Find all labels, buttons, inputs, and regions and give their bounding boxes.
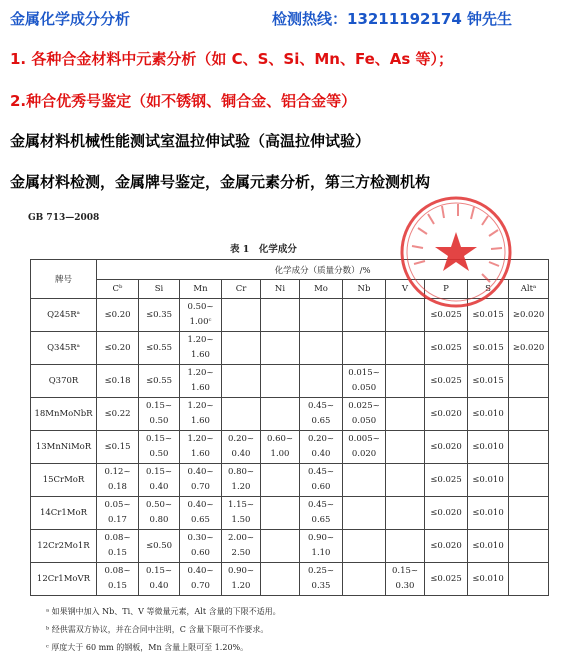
cell-value: ≤0.010 bbox=[468, 464, 509, 497]
table-cell bbox=[261, 563, 300, 596]
table-cell bbox=[139, 398, 180, 431]
cell-value: ≤0.15 bbox=[97, 431, 139, 464]
service-line-1: 1. 各种合金材料中元素分析（如 C、S、Si、Mn、Fe、As 等）； bbox=[10, 50, 454, 68]
table-cell bbox=[343, 563, 386, 596]
grade-cell: 18MnMoNbR bbox=[31, 398, 97, 431]
cell-value: 0.65 bbox=[311, 416, 331, 426]
cell-value: 0.15 bbox=[108, 548, 127, 558]
cell-value: 1.60 bbox=[191, 449, 210, 459]
table-cell bbox=[509, 431, 549, 464]
cell-value: 0.40 bbox=[149, 581, 169, 591]
table-cell bbox=[300, 398, 343, 431]
cell-value: 0.08~ bbox=[104, 533, 131, 543]
cell-value: 0.90~ bbox=[307, 533, 335, 543]
cell-value: ≤0.55 bbox=[139, 365, 180, 398]
grade-cell: 12Cr1MoVR bbox=[31, 563, 97, 596]
table-cell bbox=[180, 464, 222, 497]
table-cell bbox=[97, 497, 139, 530]
table-cell bbox=[343, 299, 386, 332]
cell-value: 0.15~ bbox=[145, 467, 173, 477]
cell-value: ≤0.010 bbox=[468, 431, 509, 464]
table-cell bbox=[509, 563, 549, 596]
cell-value: ≤0.20 bbox=[97, 299, 139, 332]
cell-value: 0.050 bbox=[351, 383, 377, 393]
cell-value: 0.45~ bbox=[307, 401, 335, 411]
cell-value: 0.40~ bbox=[187, 500, 214, 510]
composition-group-header: 化学成分（质量分数）/% bbox=[97, 260, 549, 280]
cell-value: ≤0.025 bbox=[425, 365, 468, 398]
table-cell bbox=[386, 365, 425, 398]
table-cell bbox=[509, 530, 549, 563]
cell-value: 0.17 bbox=[108, 515, 127, 525]
table-cell bbox=[180, 332, 222, 365]
table-cell bbox=[386, 563, 425, 596]
hotline-text: 检测热线：13211192174 钟先生 bbox=[272, 10, 513, 28]
table-row bbox=[31, 332, 549, 365]
table-cell bbox=[180, 563, 222, 596]
cell-value: ≤0.025 bbox=[425, 332, 468, 365]
cell-value: 0.65 bbox=[311, 515, 331, 525]
table-cell bbox=[139, 431, 180, 464]
table-cell bbox=[300, 563, 343, 596]
table-cell bbox=[261, 530, 300, 563]
cell-value: 0.15~ bbox=[391, 566, 419, 576]
cell-value: 0.15~ bbox=[145, 566, 173, 576]
cell-value: 1.20 bbox=[231, 482, 251, 492]
table-cell bbox=[300, 332, 343, 365]
column-header: Mo bbox=[300, 280, 343, 299]
table-cell bbox=[261, 398, 300, 431]
table-cell bbox=[222, 530, 261, 563]
cell-value: 0.60 bbox=[311, 482, 331, 492]
column-header: Cr bbox=[222, 280, 261, 299]
cell-value: ≤0.015 bbox=[468, 332, 509, 365]
cell-value: ≤0.18 bbox=[97, 365, 139, 398]
table-cell bbox=[300, 365, 343, 398]
table-body bbox=[31, 299, 549, 596]
table-cell bbox=[386, 464, 425, 497]
grade-cell: Q345Rᵃ bbox=[31, 332, 97, 365]
cell-value: 0.80 bbox=[149, 515, 169, 525]
service-line-2: 2.种合优秀号鉴定（如不锈钢、铜合金、铝合金等） bbox=[10, 92, 357, 110]
cell-value: 1.60 bbox=[191, 383, 210, 393]
table-cell bbox=[261, 464, 300, 497]
table-cell bbox=[222, 464, 261, 497]
grade-cell: Q370R bbox=[31, 365, 97, 398]
cell-value: ≥0.020 bbox=[509, 299, 549, 332]
cell-value: 2.50 bbox=[231, 548, 251, 558]
cell-value: 0.65 bbox=[191, 515, 210, 525]
cell-value: 0.45~ bbox=[307, 500, 335, 510]
table-cell bbox=[343, 530, 386, 563]
cell-value: 0.40 bbox=[311, 449, 331, 459]
table-cell bbox=[180, 530, 222, 563]
cell-value: 0.20~ bbox=[227, 434, 255, 444]
cell-value: ≤0.50 bbox=[139, 530, 180, 563]
footnote-a: ᵃ 如果钢中加入 Nb、Ti、V 等微量元素，Alt 含量的下限不适用。 bbox=[46, 607, 281, 616]
column-header: P bbox=[425, 280, 468, 299]
grade-cell: 14Cr1MoR bbox=[31, 497, 97, 530]
table-row bbox=[31, 530, 549, 563]
cell-value: ≤0.015 bbox=[468, 365, 509, 398]
grade-cell: 13MnNiMoR bbox=[31, 431, 97, 464]
cell-value: 0.90~ bbox=[227, 566, 255, 576]
cell-value: 1.20 bbox=[231, 581, 251, 591]
cell-value: 0.40 bbox=[231, 449, 251, 459]
table-row bbox=[31, 431, 549, 464]
cell-value: ≤0.010 bbox=[468, 497, 509, 530]
cell-value: 1.20~ bbox=[187, 335, 214, 345]
cell-value: 0.08~ bbox=[104, 566, 131, 576]
cell-value: 1.20~ bbox=[187, 368, 214, 378]
cell-value: 0.05~ bbox=[104, 500, 131, 510]
table-cell bbox=[343, 497, 386, 530]
service-line-3: 金属材料机械性能测试室温拉伸试验（高温拉伸试验） bbox=[10, 132, 371, 150]
cell-value: 0.50~ bbox=[187, 302, 214, 312]
table-cell bbox=[386, 530, 425, 563]
table-cell bbox=[386, 398, 425, 431]
cell-value: 0.12~ bbox=[104, 467, 131, 477]
cell-value: 0.45~ bbox=[307, 467, 335, 477]
cell-value: 0.40~ bbox=[187, 467, 214, 477]
grade-cell: 15CrMoR bbox=[31, 464, 97, 497]
cell-value: 0.25~ bbox=[307, 566, 335, 576]
table-cell bbox=[386, 497, 425, 530]
cell-value: 1.20~ bbox=[187, 434, 214, 444]
star-seal-icon bbox=[398, 194, 514, 310]
table-cell bbox=[180, 398, 222, 431]
table-cell bbox=[139, 563, 180, 596]
table-cell bbox=[261, 299, 300, 332]
cell-value: 0.005~ bbox=[348, 434, 380, 444]
table-cell bbox=[509, 365, 549, 398]
cell-value: 0.40 bbox=[149, 482, 169, 492]
cell-value: 0.18 bbox=[108, 482, 127, 492]
cell-value: 0.020 bbox=[351, 449, 377, 459]
cell-value: 1.10 bbox=[311, 548, 331, 558]
column-header: Ni bbox=[261, 280, 300, 299]
cell-value: ≤0.010 bbox=[468, 563, 509, 596]
cell-value: ≤0.020 bbox=[425, 530, 468, 563]
table-cell bbox=[343, 464, 386, 497]
table-cell bbox=[222, 332, 261, 365]
cell-value: 0.30~ bbox=[187, 533, 214, 543]
table-cell bbox=[343, 398, 386, 431]
cell-value: ≤0.20 bbox=[97, 332, 139, 365]
cell-value: 0.50 bbox=[149, 416, 169, 426]
column-header: Si bbox=[139, 280, 180, 299]
column-header: Altᵃ bbox=[509, 280, 549, 299]
cell-value: 1.60 bbox=[191, 350, 210, 360]
table-cell bbox=[300, 299, 343, 332]
service-line-4: 金属材料检测，金属牌号鉴定，金属元素分析，第三方检测机构 bbox=[10, 173, 431, 191]
table-cell bbox=[97, 464, 139, 497]
cell-value: ≤0.025 bbox=[425, 563, 468, 596]
standard-number: GB 713—2008 bbox=[28, 213, 100, 223]
cell-value: ≤0.010 bbox=[468, 530, 509, 563]
cell-value: ≤0.020 bbox=[425, 398, 468, 431]
cell-value: 0.025~ bbox=[348, 401, 380, 411]
table-caption: 表 1 化学成分 bbox=[230, 244, 297, 255]
table-row bbox=[31, 398, 549, 431]
table-cell bbox=[261, 365, 300, 398]
cell-value: 1.60 bbox=[191, 416, 210, 426]
column-header: V bbox=[386, 280, 425, 299]
cell-value: 0.20~ bbox=[307, 434, 335, 444]
table-cell bbox=[300, 464, 343, 497]
table-cell bbox=[300, 497, 343, 530]
table-cell bbox=[386, 332, 425, 365]
cell-value: ≤0.015 bbox=[468, 299, 509, 332]
cell-value: ≤0.020 bbox=[425, 497, 468, 530]
cell-value: 0.70 bbox=[191, 482, 210, 492]
footnote-b: ᵇ 经供需双方协议，并在合同中注明，C 含量下限可不作要求。 bbox=[46, 625, 269, 634]
cell-value: 0.70 bbox=[191, 581, 210, 591]
cell-value: ≤0.025 bbox=[425, 464, 468, 497]
cell-value: 2.00~ bbox=[227, 533, 255, 543]
table-cell bbox=[343, 332, 386, 365]
cell-value: 0.50~ bbox=[145, 500, 173, 510]
column-header: Nb bbox=[343, 280, 386, 299]
table-cell bbox=[180, 365, 222, 398]
cell-value: ≥0.020 bbox=[509, 332, 549, 365]
table-cell bbox=[139, 464, 180, 497]
table-cell bbox=[300, 431, 343, 464]
cell-value: 1.00 bbox=[270, 449, 290, 459]
cell-value: ≤0.35 bbox=[139, 299, 180, 332]
cell-value: 0.50 bbox=[149, 449, 169, 459]
cell-value: 0.15~ bbox=[145, 401, 173, 411]
grade-cell: Q245Rᵃ bbox=[31, 299, 97, 332]
table-row bbox=[31, 464, 549, 497]
cell-value: 1.50 bbox=[231, 515, 251, 525]
table-cell bbox=[509, 464, 549, 497]
table-row bbox=[31, 563, 549, 596]
table-cell bbox=[222, 497, 261, 530]
grade-cell: 12Cr2Mo1R bbox=[31, 530, 97, 563]
table-cell bbox=[386, 431, 425, 464]
cell-value: 0.35 bbox=[311, 581, 331, 591]
cell-value: ≤0.22 bbox=[97, 398, 139, 431]
table-cell bbox=[222, 365, 261, 398]
table-cell bbox=[261, 332, 300, 365]
table-cell bbox=[509, 497, 549, 530]
cell-value: 0.050 bbox=[351, 416, 377, 426]
cell-value: 0.015~ bbox=[348, 368, 380, 378]
cell-value: ≤0.025 bbox=[425, 299, 468, 332]
cell-value: 0.40~ bbox=[187, 566, 214, 576]
table-cell bbox=[180, 497, 222, 530]
cell-value: 0.30 bbox=[395, 581, 415, 591]
table-cell bbox=[261, 431, 300, 464]
table-cell bbox=[343, 431, 386, 464]
table-cell bbox=[139, 497, 180, 530]
table-cell bbox=[222, 563, 261, 596]
table-cell bbox=[222, 398, 261, 431]
column-header: Cᵇ bbox=[97, 280, 139, 299]
column-header: Mn bbox=[180, 280, 222, 299]
table-cell bbox=[180, 299, 222, 332]
cell-value: ≤0.010 bbox=[468, 398, 509, 431]
table-cell bbox=[97, 530, 139, 563]
table-cell bbox=[343, 365, 386, 398]
cell-value: 0.80~ bbox=[227, 467, 255, 477]
page-title: 金属化学成分分析 bbox=[10, 10, 131, 28]
cell-value: 1.20~ bbox=[187, 401, 214, 411]
table-cell bbox=[222, 431, 261, 464]
table-cell bbox=[509, 398, 549, 431]
table-cell bbox=[300, 530, 343, 563]
cell-value: 1.00ᶜ bbox=[189, 317, 212, 327]
grade-column-header: 牌号 bbox=[31, 260, 97, 299]
cell-value: ≤0.020 bbox=[425, 431, 468, 464]
cell-value: ≤0.55 bbox=[139, 332, 180, 365]
table-row bbox=[31, 497, 549, 530]
table-cell bbox=[222, 299, 261, 332]
cell-value: 0.60 bbox=[191, 548, 210, 558]
cell-value: 0.15~ bbox=[145, 434, 173, 444]
cell-value: 1.15~ bbox=[227, 500, 255, 510]
cell-value: 0.60~ bbox=[266, 434, 294, 444]
cell-value: 0.15 bbox=[108, 581, 127, 591]
table-row bbox=[31, 365, 549, 398]
table-cell bbox=[97, 563, 139, 596]
table-cell bbox=[180, 431, 222, 464]
column-header: S bbox=[468, 280, 509, 299]
table-cell bbox=[261, 497, 300, 530]
footnote-c: ᶜ 厚度大于 60 mm 的钢板，Mn 含量上限可至 1.20%。 bbox=[46, 643, 249, 652]
